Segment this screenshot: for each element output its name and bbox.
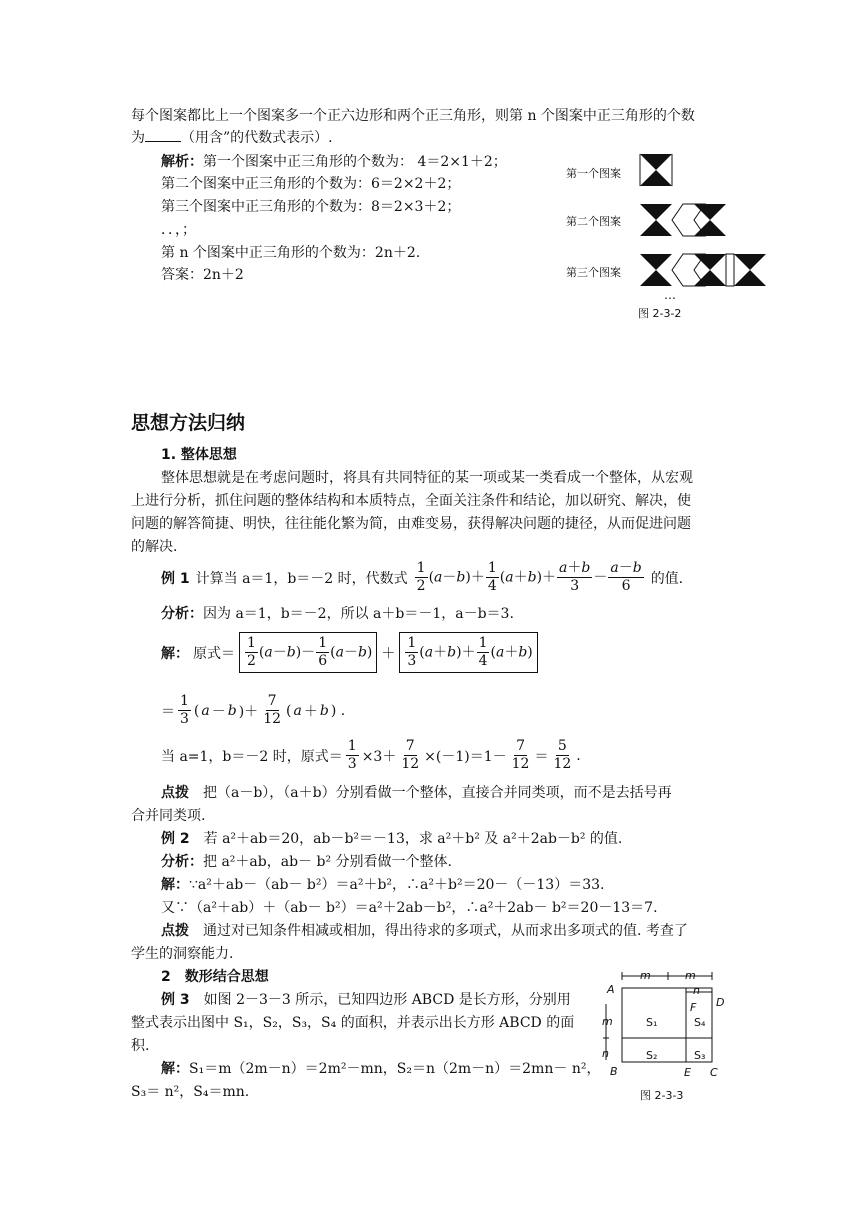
paragraph-1-line-2: 上进行分析，抓住问题的整体结构和本质特点，全面关注条件和结论，加以研究、解决，使 [131, 493, 691, 509]
fig233-label-S1: S₁ [646, 1016, 658, 1029]
example-2-label: 例 2 [161, 831, 190, 847]
fig232-row2-label: 第二个图案 [566, 215, 621, 228]
intro-pre: 为 [131, 130, 145, 146]
rectangle-abcd-figure [600, 968, 730, 1080]
example-1-tip-line-2: 合并同类项. [131, 808, 206, 824]
example-2 [161, 829, 622, 849]
answer-blank [145, 141, 181, 142]
solution-pre: 原式＝ [193, 645, 235, 662]
fig232-dots: … [664, 288, 676, 302]
example-1-solution-step-3: 当 a=1，b＝－2 时，原式＝ $\frac{1}{3}$ ×3＋ $\frac{7}{12}$ ×(－1)＝1－ $\frac{7}{12}$ ＝ $\frac{5}{12}$ . [161, 738, 581, 772]
example-2-analysis [161, 852, 452, 872]
example-3-text: 如图 2－3－3 所示，已知四边形 ABCD 是长方形，分别用 [203, 992, 571, 1008]
example-2-tip-line-1 [161, 921, 688, 941]
example-1 [161, 560, 683, 595]
solution-line-6: 答案：2n＋2 [161, 267, 244, 283]
fig233-label-S2: S₂ [646, 1049, 658, 1062]
example-1-expression: $\frac{1}{2}$ (a－b)＋ $\frac{1}{4}$ (a＋b)＋ $\frac{a+b}{3}$ － $\frac{a-b}{6}$ [416, 560, 642, 594]
example-1-text: 计算当 a＝1，b＝－2 时，代数式 [195, 570, 408, 587]
intro-line-2 [131, 128, 333, 148]
example-1-tip-line-1 [161, 783, 672, 803]
pattern-2 [640, 204, 726, 236]
hexagon-triangle-pattern-figure [636, 150, 772, 300]
solution-line-3: 第三个图案中正三角形的个数为：8＝2×3＋2； [161, 199, 461, 215]
paragraph-1-line-1: 整体思想就是在考虑问题时，将具有共同特征的某一项或某一类看成一个整体，从宏观 [161, 470, 693, 486]
intro-line-1: 每个图案都比上一个图案多一个正六边形和两个正三角形，则第 n 个图案中正三角形的个数 [131, 108, 695, 124]
solution-text: ∵a²＋ab－（ab－ b²）＝a²＋b²，∴a²＋b²＝20－（－13）＝33. [189, 877, 605, 893]
example-1-solution-step-1: 解： 原式＝ $\frac{1}{2}$ (a－b)－ $\frac{1}{6}$ (a－b) ＋ $\frac{1}{3}$ (a＋b)＋ $\frac{1}{4}$ (a＋b) [161, 632, 538, 673]
fig233-label-B: B [610, 1065, 618, 1078]
example-3-line-3: 积. [131, 1038, 150, 1054]
example-2-solution-line-1 [161, 875, 604, 895]
fig233-label-S4: S₄ [694, 1016, 706, 1029]
fig232-row1-label: 第一个图案 [566, 167, 621, 180]
bracket-group-2: $\frac{1}{3}$ (a＋b)＋ $\frac{1}{4}$ (a＋b) [399, 632, 537, 673]
example-2-tip-line-2: 学生的洞察能力. [131, 946, 234, 962]
fig233-label-E: E [684, 1066, 691, 1079]
example-3-solution-line-1 [161, 1059, 600, 1079]
example-3-solution-line-2: S₃＝ n²，S₄＝mn. [131, 1084, 250, 1100]
fig233-caption: 图 2-3-3 [640, 1089, 684, 1102]
analysis-label: 分析： [161, 606, 203, 622]
solution-line-4: ．．，； [161, 222, 196, 238]
tip-label: 点拨 [161, 923, 189, 939]
analysis-text: 因为 a＝1，b＝－2，所以 a＋b＝－1，a－b＝3. [203, 606, 514, 622]
example-2-solution-line-2: 又∵（a²＋ab）＋（ab－ b²）＝a²＋2ab－b²，∴a²＋2ab－ b²＝20－13＝7. [161, 900, 658, 916]
solution-text: S₁＝m（2m－n）＝2m²－mn，S₂＝n（2m－n）＝2mn－ n²， [189, 1061, 601, 1077]
example-3-label: 例 3 [161, 992, 190, 1008]
solution-label: 解： [161, 645, 189, 662]
pattern-1 [636, 154, 672, 186]
tip-label: 点拨 [161, 785, 189, 801]
tip-text: 把（a－b），（a＋b）分别看做一个整体，直接合并同类项，而不是去括号再 [203, 785, 672, 801]
fig233-label-n-left: n [602, 1047, 609, 1060]
subsection-2-title: 2 数形结合思想 [161, 969, 269, 985]
solution-l1: 第一个图案中正三角形的个数为： 4＝2×1＋2； [203, 154, 507, 170]
example-1-label: 例 1 [161, 570, 190, 587]
example-1-solution-step-2: ＝ $\frac{1}{3}$ ( a － b )＋ $\frac{7}{12}$ ( a ＋ b ) . [161, 693, 346, 727]
fig233-label-m-left: m [602, 1015, 613, 1028]
solution-line-2: 第二个图案中正三角形的个数为：6＝2×2＋2； [161, 176, 461, 192]
tip-text: 通过对已知条件相减或相加，得出待求的多项式，从而求出多项式的值. 考查了 [203, 923, 688, 939]
fig233-label-D: D [716, 996, 725, 1009]
fig233-label-m-top-1: m [640, 969, 651, 982]
solution-label: 解析： [161, 154, 203, 170]
solution-label: 解： [161, 1061, 189, 1077]
paragraph-1-line-4: 的解决. [131, 539, 178, 555]
fig233-label-m-top-2: m [685, 969, 696, 982]
analysis-text: 把 a²＋ab，ab－ b² 分别看做一个整体. [203, 854, 452, 870]
fig233-label-n-top: n [693, 984, 700, 997]
subsection-1-title: 1. 整体思想 [161, 447, 237, 463]
example-3-line-2: 整式表示出图中 S₁，S₂，S₃，S₄ 的面积，并表示出长方形 ABCD 的面 [131, 1015, 575, 1031]
fig232-row3-label: 第三个图案 [566, 266, 621, 279]
analysis-label: 分析： [161, 854, 203, 870]
solution-line-5: 第 n 个图案中正三角形的个数为：2n＋2. [161, 245, 421, 261]
example-1-post: 的值. [650, 570, 684, 587]
fig233-label-F: F [690, 1001, 697, 1014]
solution-label: 解： [161, 877, 189, 893]
example-1-analysis [161, 604, 514, 624]
fig233-label-S3: S₃ [694, 1049, 706, 1062]
paragraph-1-line-3: 问题的解答简捷、明快，往往能化繁为简，由难变易，获得解决问题的捷径，从而促进问题 [131, 516, 691, 532]
example-3-line-1 [161, 990, 571, 1010]
pattern-3 [640, 254, 766, 286]
section-title: 思想方法归纳 [131, 412, 246, 434]
fig233-label-C: C [710, 1066, 718, 1079]
example-2-text: 若 a²＋ab＝20，ab－b²＝－13，求 a²＋b² 及 a²＋2ab－b² 的值. [203, 831, 623, 847]
bracket-group-1: $\frac{1}{2}$ (a－b)－ $\frac{1}{6}$ (a－b) [239, 632, 377, 673]
fig232-caption: 图 2-3-2 [638, 307, 682, 320]
fig233-label-A: A [607, 983, 615, 996]
intro-post: （用含”的代数式表示）. [181, 130, 333, 146]
solution-line-1 [161, 152, 507, 172]
substitution-text: 当 a=1，b＝－2 时，原式＝ [161, 748, 343, 765]
